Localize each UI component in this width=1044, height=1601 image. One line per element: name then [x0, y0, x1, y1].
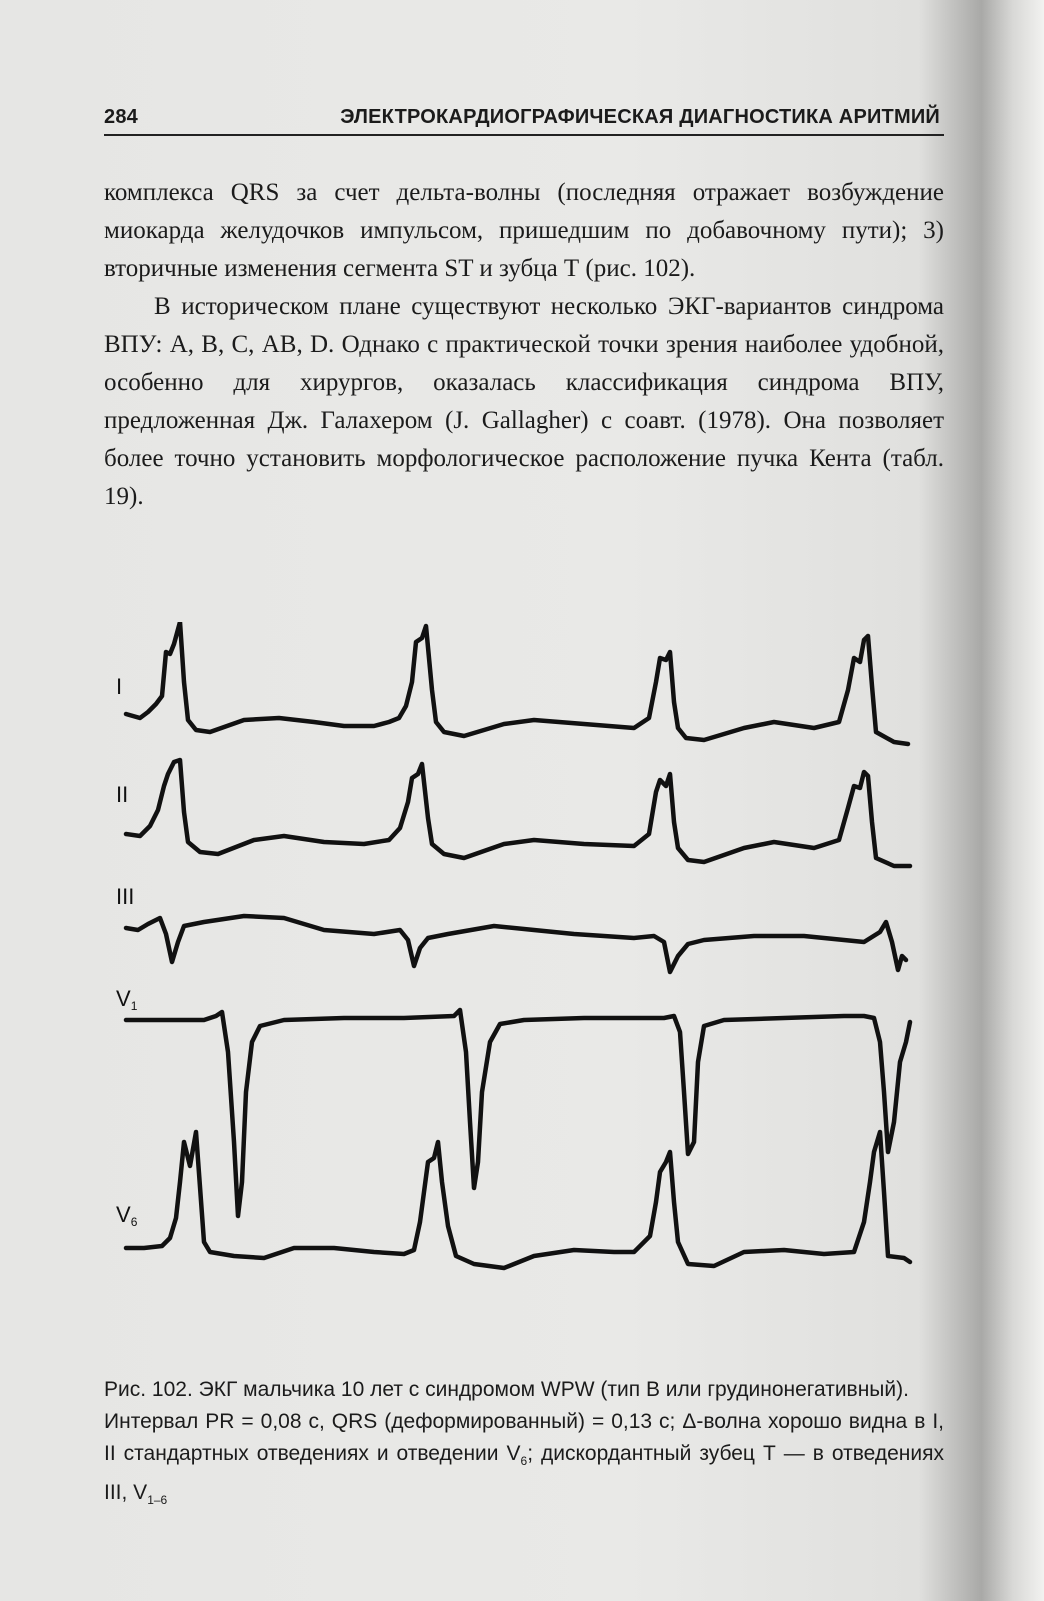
page-header — [104, 104, 944, 136]
lead-II-trace — [126, 760, 910, 866]
figure-caption — [104, 1374, 944, 1516]
paragraph-1: комплекса QRS за счет дельта-волны (последняя отражает возбуждение миокарда желудочков импульсом, пришедшим по добавочному пути); 3) вторичные изменения сегмента ST и зубца Т (рис. 102). — [104, 179, 944, 282]
caption-description: Интервал PR = 0,08 с, QRS (деформированный) = 0,13 с; Δ-волна хорошо видна в I, II стандартных отведениях и отведении $V_6$; дискордантный зубец Т — в отведениях III, $V_{1-6}$ — [104, 1410, 944, 1508]
lead-label-I: I — [116, 674, 123, 699]
lead-label-V1: $V_1$ — [116, 986, 138, 1013]
ecg-figure — [104, 622, 944, 1322]
lead-I-trace — [126, 622, 908, 744]
paragraph-2: В историческом плане существуют несколько ЭКГ-вариантов синдрома ВПУ: А, В, С, АВ, D. Однако с практической точки зрения наиболее удобной, особенно для хирургов, оказалась классификация синдрома ВПУ, предложенная Дж. Галахером (J. Gallagher) с соавт. (1978). Она позволяет более точно установить морфологическое расположение пучка Кента (табл. 19). — [104, 293, 944, 510]
lead-label-V6: $V_6$ — [116, 1202, 138, 1229]
page-number: 284 — [104, 106, 138, 128]
running-title: ЭЛЕКТРОКАРДИОГРАФИЧЕСКАЯ ДИАГНОСТИКА АРИТМИЙ — [340, 106, 940, 128]
lead-III-trace — [126, 916, 906, 972]
lead-label-III: III — [116, 884, 135, 909]
ecg-traces — [104, 622, 944, 1322]
body-text — [104, 174, 944, 516]
lead-V1-trace — [126, 1010, 910, 1216]
caption-title: Рис. 102. ЭКГ мальчика 10 лет с синдромом WPW (тип В или грудинонегативный). — [104, 1378, 909, 1401]
lead-label-II: II — [116, 782, 129, 807]
